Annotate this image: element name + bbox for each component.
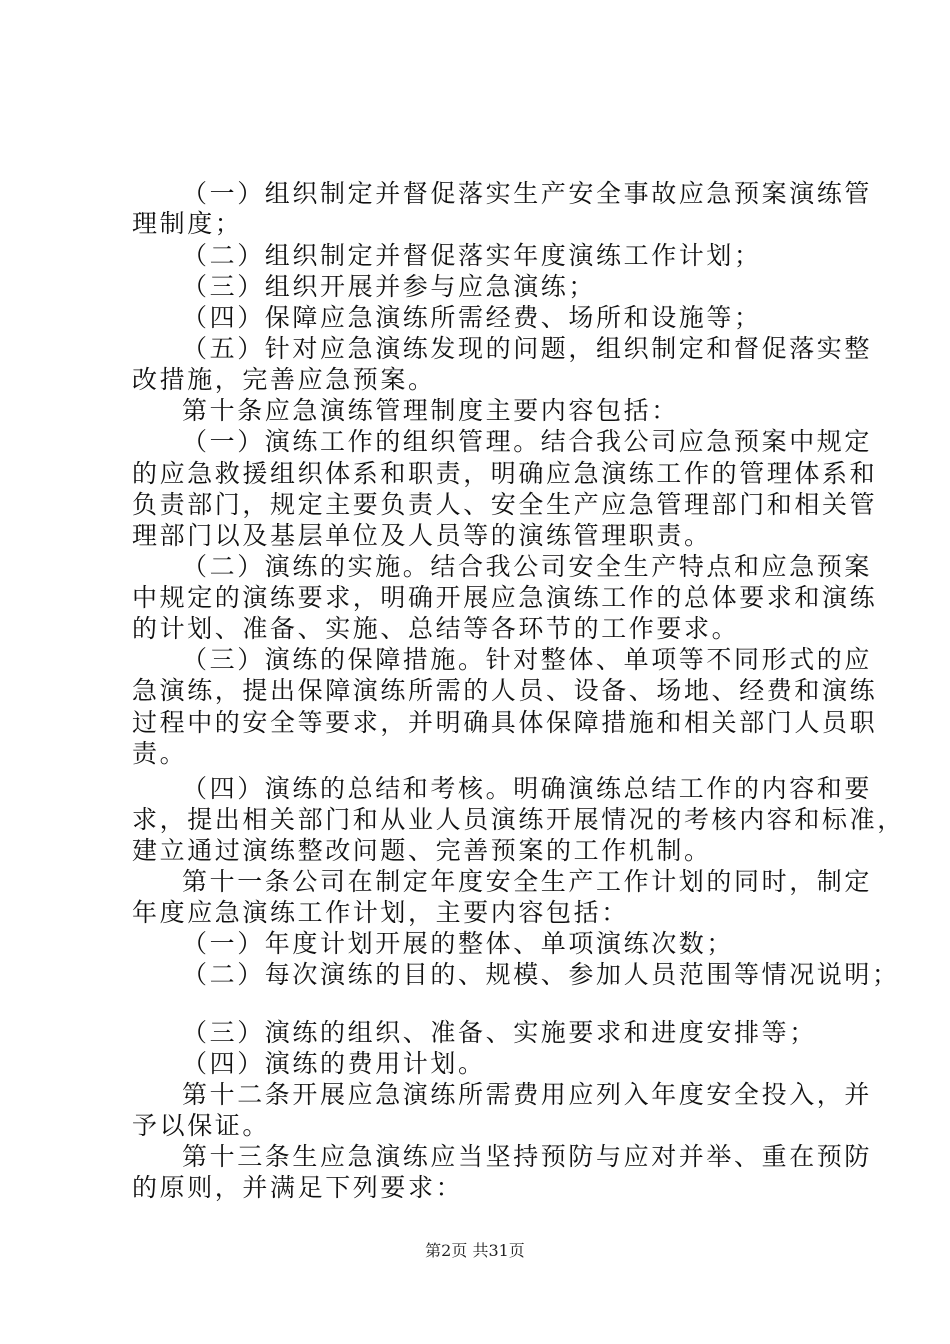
page-footer: 第2页 共31页 [425,1241,525,1260]
text-line: （四）演练的总结和考核。明确演练总结工作的内容和要 [182,774,873,803]
text-line: 第十条应急演练管理制度主要内容包括： [182,396,679,425]
text-line: 第十二条开展应急演练所需费用应列入年度安全投入，并 [182,1080,873,1109]
text-line: 过程中的安全等要求，并明确具体保障措施和相关部门人员职 [132,708,878,737]
text-line: 求，提出相关部门和从业人员演练开展情况的考核内容和标准， [132,805,905,834]
text-line: （二）每次演练的目的、规模、参加人员范围等情况说明； [182,960,900,989]
text-line: （四）保障应急演练所需经费、场所和设施等； [182,303,762,332]
text-line: （一）年度计划开展的整体、单项演练次数； [182,929,735,958]
text-line: （一）演练工作的组织管理。结合我公司应急预案中规定 [182,427,873,456]
text-line: （三）演练的保障措施。针对整体、单项等不同形式的应 [182,645,873,674]
text-line: 中规定的演练要求，明确开展应急演练工作的总体要求和演练 [132,583,878,612]
text-line: 第十一条公司在制定年度安全生产工作计划的同时，制定 [182,867,873,896]
text-line: 的原则，并满足下列要求： [132,1173,464,1202]
text-line: 负责部门，规定主要负责人、安全生产应急管理部门和相关管 [132,490,878,519]
text-line: （一）组织制定并督促落实生产安全事故应急预案演练管 [182,179,873,208]
text-line: 急演练，提出保障演练所需的人员、设备、场地、经费和演练 [132,676,878,705]
text-line: 第十三条生应急演练应当坚持预防与应对并举、重在预防 [182,1142,873,1171]
text-line: 的应急救援组织体系和职责，明确应急演练工作的管理体系和 [132,459,878,488]
text-line: 予以保证。 [132,1111,271,1140]
text-line: 年度应急演练工作计划，主要内容包括： [132,898,629,927]
text-line: 理制度； [132,209,243,238]
text-line: （五）针对应急演练发现的问题，组织制定和督促落实整 [182,334,873,363]
text-line: （三）演练的组织、准备、实施要求和进度安排等； [182,1018,817,1047]
text-line: 的计划、准备、实施、总结等各环节的工作要求。 [132,614,740,643]
text-line: 理部门以及基层单位及人员等的演练管理职责。 [132,521,712,550]
text-line: （二）组织制定并督促落实年度演练工作计划； [182,241,762,270]
text-line: （二）演练的实施。结合我公司安全生产特点和应急预案 [182,552,873,581]
text-line: 改措施，完善应急预案。 [132,365,436,394]
text-line: （三）组织开展并参与应急演练； [182,272,597,301]
text-line: 责。 [132,739,188,768]
text-line: 建立通过演练整改问题、完善预案的工作机制。 [132,836,712,865]
text-line: （四）演练的费用计划。 [182,1049,486,1078]
